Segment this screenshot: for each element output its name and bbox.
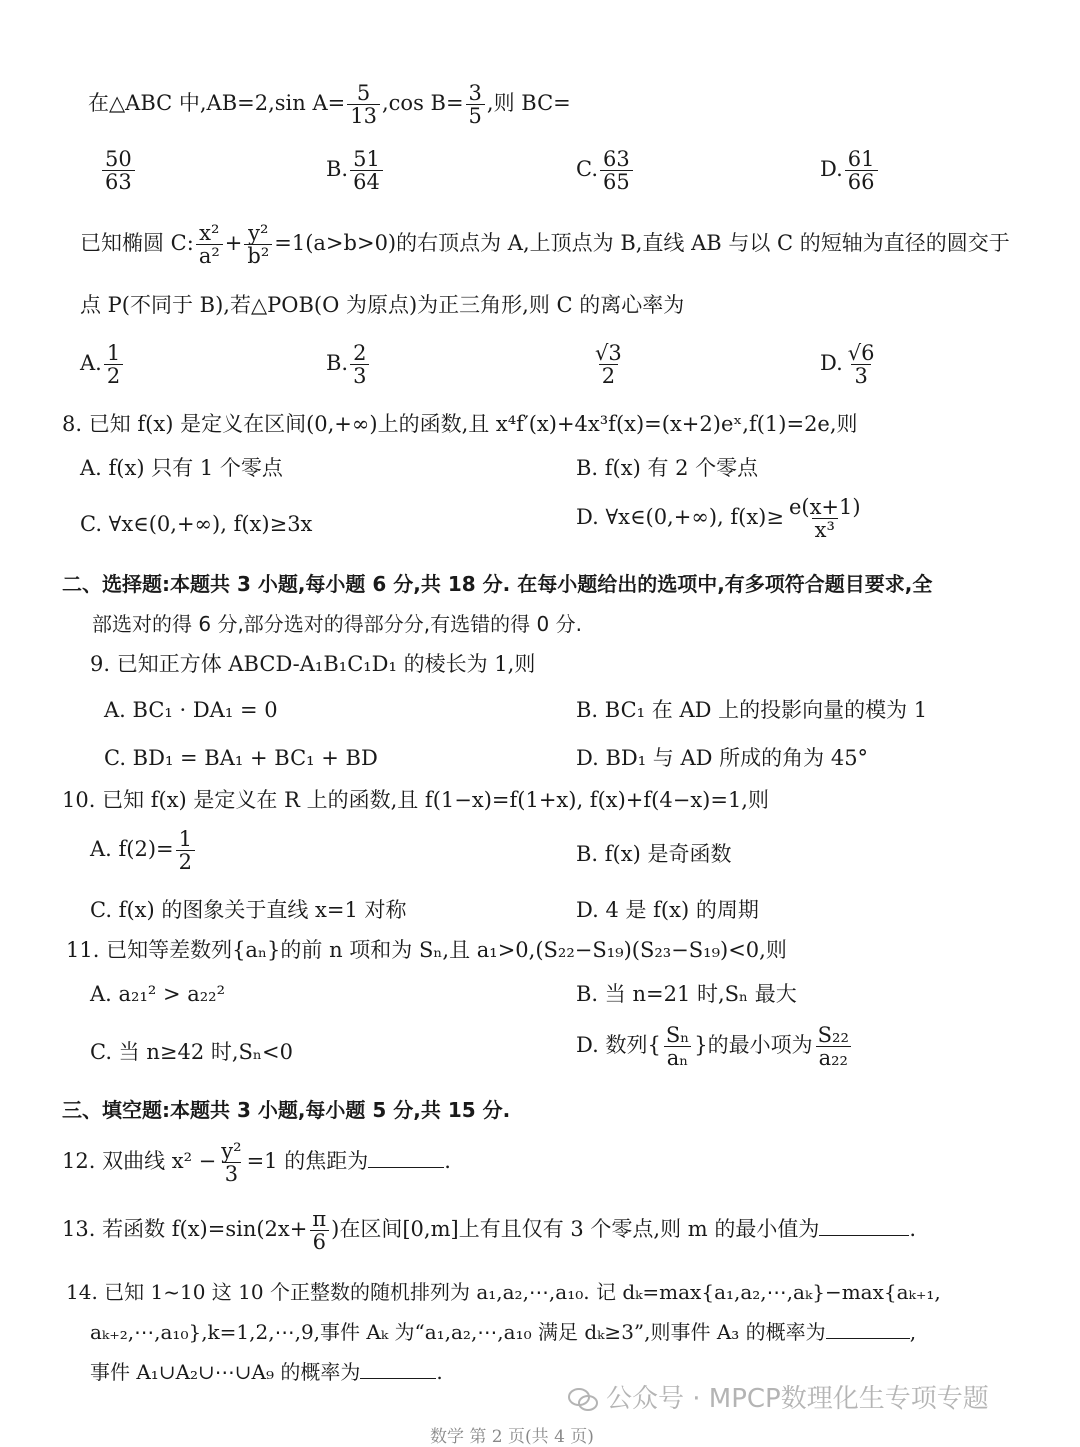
q9-stem: 9. 已知正方体 ABCD-A₁B₁C₁D₁ 的棱长为 1,则 <box>90 652 536 676</box>
q11-option-b: B. 当 n=21 时,Sₙ 最大 <box>576 982 797 1006</box>
q12-stem: 12. 双曲线 x² − $\frac{\text{y²}}{3}$ =1 的焦距为 . <box>62 1139 451 1187</box>
q11-stem: 11. 已知等差数列{aₙ}的前 n 项和为 Sₙ,且 a₁>0,(S₂₂−S₁₉)(S₂₃−S₁₉)<0,则 <box>66 938 787 962</box>
q12-answer-blank[interactable] <box>368 1149 444 1168</box>
q6-stem-line1: 已知椭圆 C: $\frac{\text{x²}}{\text{a²}}$ + $\frac{\text{y²}}{\text{b²}}$ =1(a>b>0)的右顶点为 A,上顶点为 B,直线 AB 与以 C 的短轴为直径的圆交于 <box>80 221 1010 269</box>
section2-heading: 二、选择题:本题共 3 小题,每小题 6 分,共 18 分. 在每小题给出的选项中,有多项符合题目要求,全 <box>62 572 933 596</box>
q8-option-b: B. f(x) 有 2 个零点 <box>576 456 759 480</box>
q8-stem: 8. 已知 f(x) 是定义在区间(0,+∞)上的函数,且 x⁴f′(x)+4x³f(x)=(x+2)eˣ,f(1)=2e,则 <box>62 412 858 436</box>
q10-stem: 10. 已知 f(x) 是定义在 R 上的函数,且 f(1−x)=f(1+x), f(x)+f(4−x)=1,则 <box>62 788 769 812</box>
q11-option-d: D. 数列{ $\frac{\text{Sₙ}}{\text{aₙ}}$ }的最小项为 $\frac{\text{S₂₂}}{\text{a₂₂}}$ <box>576 1024 854 1069</box>
q6-stem-line2: 点 P(不同于 B),若△POB(O 为原点)为正三角形,则 C 的离心率为 <box>80 293 685 317</box>
q14-answer-blank-2[interactable] <box>360 1360 436 1379</box>
section3-heading: 三、填空题:本题共 3 小题,每小题 5 分,共 15 分. <box>62 1098 511 1122</box>
q6-option-c: $\frac{√3}{2}$ <box>595 341 622 389</box>
q8-option-a: A. f(x) 只有 1 个零点 <box>80 456 283 480</box>
q10-option-d: D. 4 是 f(x) 的周期 <box>576 898 759 922</box>
page-footer: 数学 第 2 页(共 4 页) <box>430 1427 594 1447</box>
q10-option-a: A. f(2)= $\frac{1}{2}$ <box>90 828 197 873</box>
q8-option-d: D. ∀x∈(0,+∞), f(x)≥ $\frac{e(x+1)}{\text{x³}}$ <box>576 495 861 543</box>
q14-stem-line2: aₖ₊₂,⋯,a₁₀},k=1,2,⋯,9,事件 Aₖ 为“a₁,a₂,⋯,a₁₀ 满足 dₖ≥3”,则事件 A₃ 的概率为 , <box>90 1320 917 1344</box>
watermark: 公众号 · MPCP数理化生专项专题 <box>568 1378 989 1415</box>
q5-option-b: B. $\frac{51}{64}$ <box>326 148 385 193</box>
q9-option-c: C. BD₁ = BA₁ + BC₁ + BD <box>104 746 378 770</box>
q13-answer-blank[interactable] <box>819 1217 909 1236</box>
q5-option-d: D. $\frac{61}{66}$ <box>820 148 880 193</box>
q9-option-a: A. BC₁ · DA₁ = 0 <box>104 698 278 722</box>
q10-option-c: C. f(x) 的图象关于直线 x=1 对称 <box>90 898 407 922</box>
q8-option-c: C. ∀x∈(0,+∞), f(x)≥3x <box>80 512 313 536</box>
q14-stem-line1: 14. 已知 1~10 这 10 个正整数的随机排列为 a₁,a₂,⋯,a₁₀. 记 dₖ=max{a₁,a₂,⋯,aₖ}−max{aₖ₊₁, <box>66 1280 941 1304</box>
q14-answer-blank-1[interactable] <box>826 1320 910 1339</box>
q11-option-a: A. a₂₁² > a₂₂² <box>90 982 226 1006</box>
q5-stem: 在△ABC 中,AB=2,sin A= $\frac{5}{13}$ ,cos B= $\frac{3}{5}$ ,则 BC= <box>88 81 571 129</box>
q10-option-b: B. f(x) 是奇函数 <box>576 842 732 866</box>
q9-option-d: D. BD₁ 与 AD 所成的角为 45° <box>576 746 869 770</box>
q9-option-b: B. BC₁ 在 AD 上的投影向量的模为 1 <box>576 698 928 722</box>
q14-stem-line3: 事件 A₁∪A₂∪⋯∪A₉ 的概率为 . <box>90 1360 443 1384</box>
wechat-icon <box>568 1387 598 1413</box>
q6-option-a: A. $\frac{1}{2}$ <box>80 342 125 387</box>
section2-heading-cont: 部选对的得 6 分,部分选对的得部分分,有选错的得 0 分. <box>92 612 582 636</box>
q5-option-a: $\frac{50}{63}$ <box>100 148 137 193</box>
q13-stem: 13. 若函数 f(x)=sin(2x+ $\frac{\pi}{6}$ )在区间[0,m]上有且仅有 3 个零点,则 m 的最小值为 . <box>62 1207 917 1255</box>
q5-option-c: C. $\frac{63}{65}$ <box>576 148 635 193</box>
q6-option-d: D. $\frac{√6}{3}$ <box>820 341 875 389</box>
q6-option-b: B. $\frac{2}{3}$ <box>326 342 371 387</box>
q11-option-c: C. 当 n≥42 时,Sₙ<0 <box>90 1040 293 1064</box>
